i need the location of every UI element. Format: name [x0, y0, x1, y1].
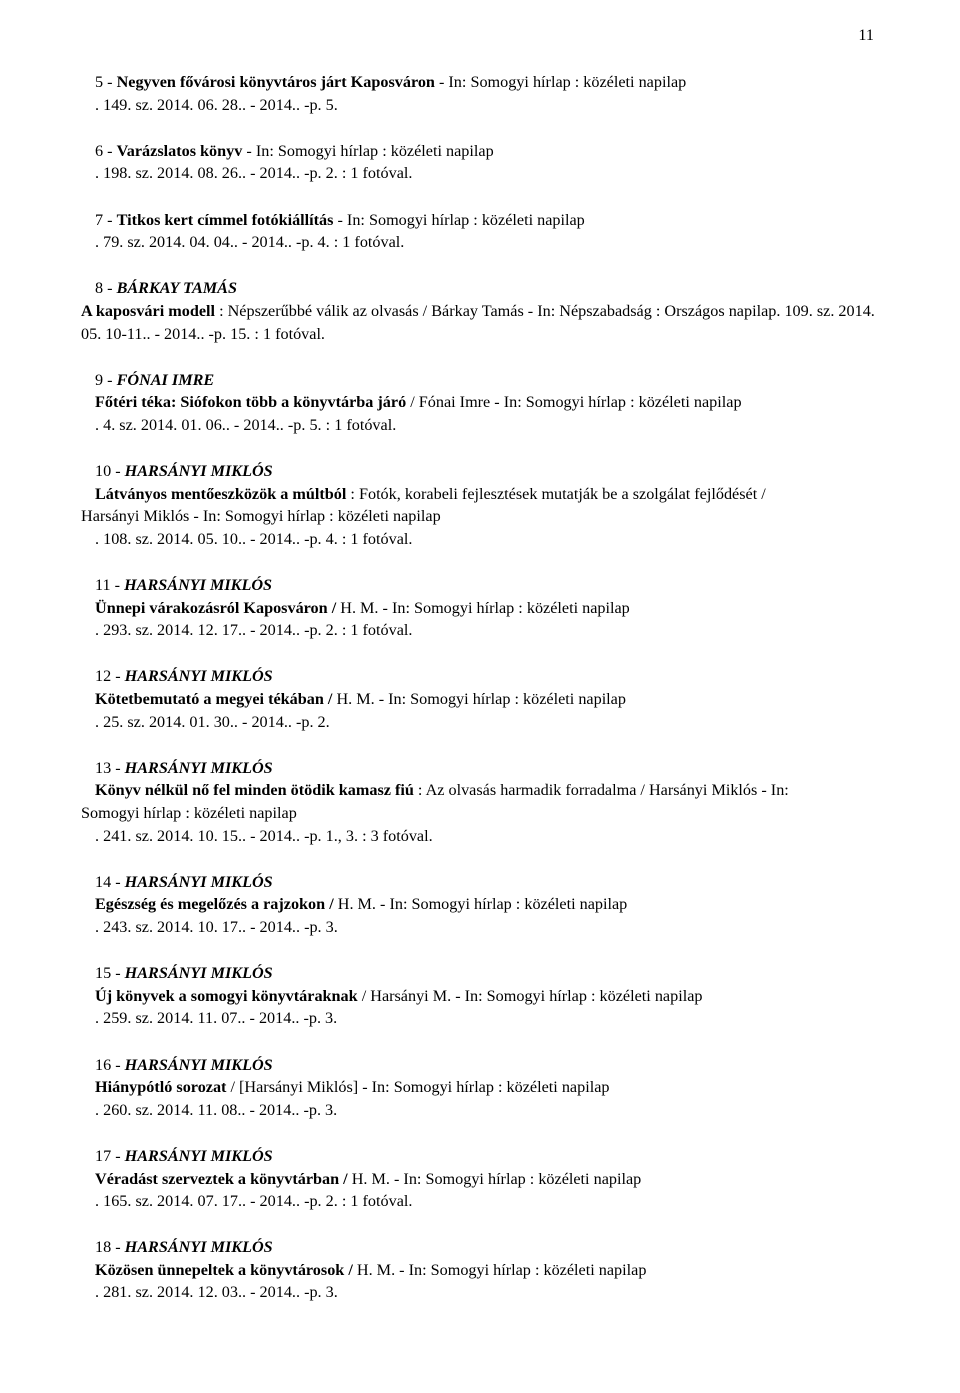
entry-source: / Harsányi M. - In: Somogyi hírlap : közéleti napilap — [357, 986, 703, 1005]
entry-author: HARSÁNYI MIKLÓS — [124, 964, 273, 983]
entry-author-line — [95, 1145, 885, 1168]
entry-details: . 293. sz. 2014. 12. 17.. - 2014.. -p. 2. : 1 fotóval. — [95, 621, 413, 640]
entry-author: HARSÁNYI MIKLÓS — [124, 576, 273, 595]
entry-line — [95, 209, 885, 232]
entry-source: : Fotók, korabeli fejlesztések mutatják be a szolgálat fejlődését / Harsányi Miklós - In: Somogyi hírlap : közéleti napilap — [81, 484, 766, 526]
entry-body — [95, 688, 885, 711]
entry-title: Egészség és megelőzés a rajzokon / — [95, 895, 334, 914]
entry-number: 12 - — [95, 667, 125, 686]
entry-line — [95, 71, 885, 94]
entry-title: Látványos mentőeszközök a múltból — [95, 484, 347, 503]
entry-title: Kötetbemutató a megyei tékában / — [95, 690, 333, 709]
bibliography-list — [81, 71, 885, 1328]
entry-number: 7 - — [95, 210, 117, 229]
entry-number: 17 - — [95, 1146, 125, 1165]
entry-source: H. M. - In: Somogyi hírlap : közéleti napilap — [352, 1260, 647, 1279]
entry-author: HARSÁNYI MIKLÓS — [124, 462, 273, 481]
bibliography-entry — [95, 1054, 885, 1122]
entry-details: . 25. sz. 2014. 01. 30.. - 2014.. -p. 2. — [95, 712, 330, 731]
entry-body — [95, 391, 885, 414]
entry-source: : Az olvasás harmadik forradalma / Harsányi Miklós - In: Somogyi hírlap : közéleti napilap — [81, 781, 789, 822]
entry-number: 5 - — [95, 73, 117, 91]
entry-source: / [Harsányi Miklós] - In: Somogyi hírlap : közéleti napilap — [226, 1078, 610, 1097]
entry-number: 6 - — [95, 141, 117, 160]
entry-details: . 259. sz. 2014. 11. 07.. - 2014.. -p. 3. — [95, 1009, 338, 1028]
entry-number: 9 - — [95, 370, 117, 389]
entry-title: Hiánypótló sorozat — [95, 1078, 227, 1097]
entry-details: . 79. sz. 2014. 04. 04.. - 2014.. -p. 4. : 1 fotóval. — [95, 233, 405, 252]
entry-source: H. M. - In: Somogyi hírlap : közéleti napilap — [336, 598, 630, 617]
entry-author: HARSÁNYI MIKLÓS — [124, 667, 273, 686]
entry-details: . 198. sz. 2014. 08. 26.. - 2014.. -p. 2. : 1 fotóval. — [95, 164, 413, 183]
bibliography-entry — [95, 71, 885, 116]
entry-body — [95, 893, 885, 916]
entry-author: HARSÁNYI MIKLÓS — [124, 1146, 273, 1165]
bibliography-entry — [95, 665, 885, 733]
entry-author: BÁRKAY TAMÁS — [116, 279, 237, 298]
entry-author: HARSÁNYI MIKLÓS — [124, 1238, 273, 1257]
entry-author-line — [95, 574, 885, 597]
entry-details: . 281. sz. 2014. 12. 03.. - 2014.. -p. 3. — [95, 1283, 338, 1302]
entry-title: Varázslatos könyv — [116, 141, 243, 160]
entry-source: - In: Somogyi hírlap : közéleti napilap — [434, 73, 687, 91]
bibliography-entry — [81, 277, 885, 345]
entry-number: 13 - — [95, 758, 125, 777]
entry-title: Főtéri téka: Siófokon több a könyvtárba járó — [95, 393, 407, 412]
entry-body — [95, 1168, 885, 1191]
entry-source: H. M. - In: Somogyi hírlap : közéleti napilap — [333, 895, 628, 914]
entry-title: Könyv nélkül nő fel minden ötödik kamasz fiú — [95, 781, 414, 800]
entry-details: . 260. sz. 2014. 11. 08.. - 2014.. -p. 3. — [95, 1100, 338, 1119]
entry-number: 11 - — [95, 576, 125, 595]
entry-details: . 165. sz. 2014. 07. 17.. - 2014.. -p. 2. : 1 fotóval. — [95, 1192, 413, 1211]
bibliography-entry — [81, 757, 885, 847]
entry-title: Negyven fővárosi könyvtáros járt Kaposváron — [116, 73, 435, 91]
entry-source: / Fónai Imre - In: Somogyi hírlap : közéleti napilap — [406, 393, 742, 412]
bibliography-entry — [95, 1145, 885, 1213]
entry-title: A kaposvári modell — [81, 301, 216, 320]
bibliography-entry — [95, 1236, 885, 1304]
entry-body — [81, 300, 885, 345]
entry-title: Véradást szerveztek a könyvtárban / — [95, 1169, 348, 1188]
entry-body — [95, 985, 885, 1008]
entry-source: H. M. - In: Somogyi hírlap : közéleti napilap — [332, 690, 626, 709]
entry-number: 14 - — [95, 872, 125, 891]
entry-details: . 4. sz. 2014. 01. 06.. - 2014.. -p. 5. : 1 fotóval. — [95, 415, 397, 434]
bibliography-entry — [95, 962, 885, 1030]
entry-details: . 241. sz. 2014. 10. 15.. - 2014.. -p. 1., 3. : 3 fotóval. — [95, 826, 433, 845]
entry-body — [81, 779, 826, 824]
page-number: 11 — [858, 26, 874, 44]
entry-body — [95, 1076, 885, 1099]
entry-author-line — [95, 665, 885, 688]
entry-number: 16 - — [95, 1055, 125, 1074]
entry-author-line — [95, 871, 885, 894]
entry-title: Új könyvek a somogyi könyvtáraknak — [95, 986, 358, 1005]
entry-author: HARSÁNYI MIKLÓS — [124, 1055, 273, 1074]
entry-details: . 243. sz. 2014. 10. 17.. - 2014.. -p. 3. — [95, 917, 338, 936]
entry-author-line — [95, 1236, 885, 1259]
entry-source: H. M. - In: Somogyi hírlap : közéleti napilap — [347, 1169, 642, 1188]
entry-title: Ünnepi várakozásról Kaposváron / — [95, 598, 337, 617]
entry-author-line — [95, 962, 885, 985]
entry-title: Titkos kert címmel fotókiállítás — [116, 210, 334, 229]
bibliography-entry — [95, 574, 885, 642]
entry-author: FÓNAI IMRE — [116, 370, 215, 389]
entry-details: . 108. sz. 2014. 05. 10.. - 2014.. -p. 4. : 1 fotóval. — [95, 529, 413, 548]
entry-author: HARSÁNYI MIKLÓS — [124, 872, 273, 891]
bibliography-entry — [81, 460, 885, 550]
entry-author: HARSÁNYI MIKLÓS — [124, 758, 273, 777]
entry-author-line — [95, 1054, 885, 1077]
entry-number: 10 - — [95, 462, 125, 481]
bibliography-entry — [95, 209, 885, 254]
entry-details: . 149. sz. 2014. 06. 28.. - 2014.. -p. 5. — [95, 95, 338, 114]
entry-number: 18 - — [95, 1238, 125, 1257]
entry-body — [95, 1259, 885, 1282]
entry-number: 15 - — [95, 964, 125, 983]
bibliography-entry — [95, 871, 885, 939]
bibliography-entry — [95, 369, 885, 437]
bibliography-entry — [95, 140, 885, 185]
entry-body — [81, 483, 801, 528]
entry-author-line — [95, 369, 885, 392]
entry-author-line — [95, 460, 885, 483]
entry-author-line — [95, 277, 885, 300]
entry-source: : Népszerűbbé válik az olvasás / Bárkay Tamás - In: Népszabadság : Országos napilap. 109. sz. 2014. 05. 10-11.. - 2014.. -p. 15. : 1 fotóval. — [81, 301, 875, 343]
entry-author-line — [95, 757, 885, 780]
entry-line — [95, 140, 885, 163]
entry-source: - In: Somogyi hírlap : közéleti napilap — [333, 210, 585, 229]
entry-title: Közösen ünnepeltek a könyvtárosok / — [95, 1260, 353, 1279]
entry-body — [95, 597, 885, 620]
entry-source: - In: Somogyi hírlap : közéleti napilap — [242, 141, 494, 160]
entry-number: 8 - — [95, 279, 117, 298]
